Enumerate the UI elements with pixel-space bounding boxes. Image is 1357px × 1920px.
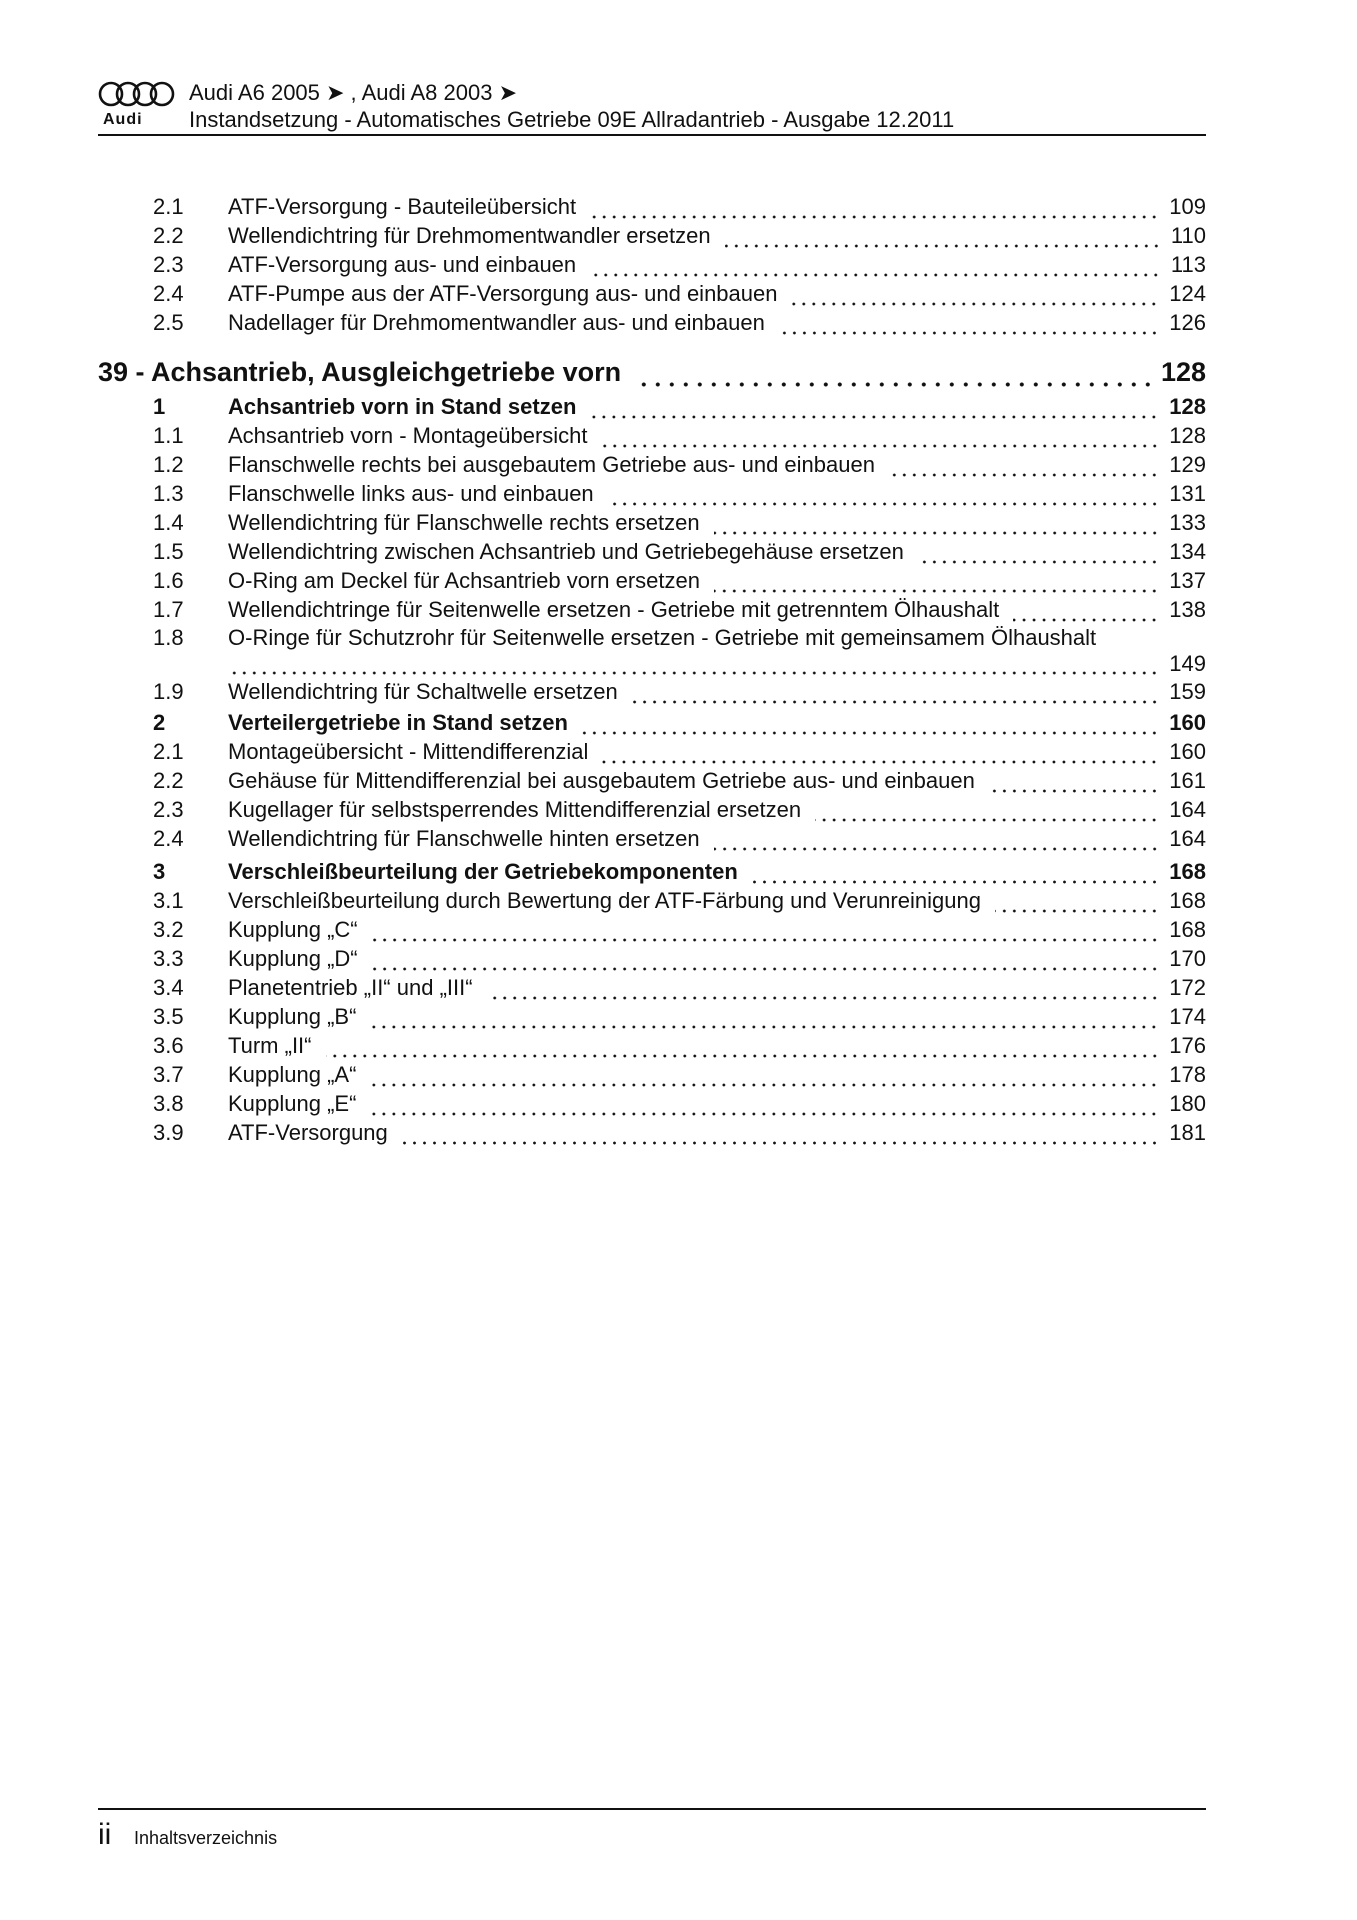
toc-entry-page: 109	[1169, 194, 1206, 219]
toc-section-heading[interactable]	[98, 393, 1206, 421]
dot-leader	[752, 864, 1160, 886]
section-page: 160	[1169, 710, 1206, 735]
dot-leader	[779, 315, 1159, 337]
dot-leader	[582, 715, 1159, 737]
chapter-page: 128	[1160, 357, 1206, 387]
dot-leader	[608, 486, 1160, 508]
toc-entry-title: O-Ring am Deckel für Achsantrieb vorn ersetzen	[228, 568, 700, 593]
toc-entry-number: 2.1	[153, 194, 184, 219]
toc-entry[interactable]	[98, 280, 1206, 308]
toc-entry-page: 168	[1169, 917, 1206, 942]
toc-entry[interactable]	[98, 974, 1206, 1002]
toc-entry-page: 168	[1169, 888, 1206, 913]
toc-entry-number: 3.8	[153, 1091, 184, 1116]
toc-entry-title: Kupplung „C“	[228, 917, 358, 942]
dot-leader	[995, 893, 1159, 915]
toc-entry-number: 1.6	[153, 568, 184, 593]
dot-leader	[602, 744, 1159, 766]
dot-leader	[487, 980, 1160, 1002]
toc-section-heading[interactable]	[98, 858, 1206, 886]
audi-wordmark: Audi	[103, 111, 143, 128]
dot-leader	[1013, 602, 1159, 624]
toc-entry[interactable]	[98, 193, 1206, 221]
toc-entry-title: Flanschwelle rechts bei ausgebautem Getriebe aus- und einbauen	[228, 452, 875, 477]
dot-leader	[590, 399, 1159, 421]
toc-entry-page: 113	[1170, 252, 1206, 277]
toc-entry[interactable]	[98, 596, 1206, 624]
section-number: 1	[153, 394, 166, 419]
dot-leader	[602, 428, 1160, 450]
toc-entry[interactable]	[98, 825, 1206, 853]
toc-entry-number: 1.5	[153, 539, 184, 564]
dot-leader	[989, 773, 1159, 795]
toc-entry-number: 3.6	[153, 1033, 184, 1058]
toc-entry[interactable]	[98, 1032, 1206, 1060]
header-divider	[98, 134, 1206, 136]
footer-divider	[98, 1808, 1206, 1810]
toc-entry-page: 164	[1169, 826, 1206, 851]
toc-entry[interactable]	[98, 567, 1206, 595]
toc-entry[interactable]	[98, 480, 1206, 508]
toc-entry-title: Wellendichtringe für Seitenwelle ersetzen - Getriebe mit getrenntem Ölhaushalt	[228, 597, 1000, 622]
toc-entry-title: Planetentrieb „II“ und „III“	[228, 975, 473, 1000]
dot-leader	[637, 363, 1155, 389]
toc-entry-title: Flanschwelle links aus- und einbauen	[228, 481, 594, 506]
toc-section-heading[interactable]	[98, 709, 1206, 737]
toc-entry-page: 126	[1169, 310, 1206, 335]
toc-entry-page: 174	[1169, 1004, 1206, 1029]
toc-entry-title: Verschleißbeurteilung durch Bewertung der ATF-Färbung und Verunreinigung	[228, 888, 981, 913]
toc-entry-number: 1.4	[153, 510, 184, 535]
toc-entry-title: Kupplung „A“	[228, 1062, 357, 1087]
toc-entry-page: 128	[1169, 423, 1206, 448]
toc-entry[interactable]	[98, 538, 1206, 566]
toc-entry-title: Wellendichtring für Schaltwelle ersetzen	[228, 679, 618, 704]
chapter-title: 39 - Achsantrieb, Ausgleichgetriebe vorn	[98, 357, 622, 387]
toc-entry-page: 137	[1169, 568, 1206, 593]
dot-leader	[918, 544, 1159, 566]
footer-label: Inhaltsverzeichnis	[134, 1828, 278, 1848]
toc-entry-title: ATF-Versorgung	[228, 1120, 388, 1145]
toc-entry-page: 131	[1169, 481, 1206, 506]
toc-entry[interactable]	[98, 222, 1206, 250]
toc-entry-number: 1.9	[153, 679, 184, 704]
toc-entry-page: 176	[1169, 1033, 1206, 1058]
toc-entry[interactable]	[98, 678, 1206, 706]
toc-entry-title: Montageübersicht - Mittendifferenzial	[228, 739, 589, 764]
dot-leader	[632, 684, 1160, 706]
toc-entry-page: 159	[1169, 679, 1206, 704]
toc-entry-title: Nadellager für Drehmomentwandler aus- und einbauen	[228, 310, 765, 335]
header-title-line: Instandsetzung - Automatisches Getriebe 09E Allradantrieb - Ausgabe 12.2011	[189, 107, 955, 132]
toc-entry-page: 164	[1169, 797, 1206, 822]
dot-leader	[372, 951, 1160, 973]
toc-entry[interactable]	[98, 422, 1206, 450]
toc-entry-title: Wellendichtring für Drehmomentwandler ersetzen	[228, 223, 711, 248]
toc-entry[interactable]	[98, 1061, 1206, 1089]
toc-entry-title: Wellendichtring für Flanschwelle rechts ersetzen	[228, 510, 700, 535]
dot-leader	[714, 573, 1159, 595]
toc-entry-number: 1.7	[153, 597, 184, 622]
toc-entry-number: 3.1	[153, 888, 184, 913]
audi-rings-icon	[98, 80, 178, 110]
toc-entry-number: 3.9	[153, 1120, 184, 1145]
toc-entry-title: O-Ringe für Schutzrohr für Seitenwelle ersetzen - Getriebe mit gemeinsamem Ölhaushalt	[228, 625, 1097, 650]
toc-entry-number: 1.2	[153, 452, 184, 477]
page-footer	[98, 1808, 1206, 1851]
toc-entry-page: 138	[1169, 597, 1206, 622]
toc-entry-title: ATF-Versorgung aus- und einbauen	[228, 252, 577, 277]
toc-entry-number: 3.7	[153, 1062, 184, 1087]
toc-entry[interactable]	[98, 945, 1206, 973]
section-title: Verschleißbeurteilung der Getriebekomponenten	[228, 859, 738, 884]
toc-entry-number: 3.5	[153, 1004, 184, 1029]
toc-entry-page: 172	[1169, 975, 1206, 1000]
dot-leader	[402, 1125, 1160, 1147]
header-model-line: Audi A6 2005 ➤ , Audi A8 2003 ➤	[189, 80, 518, 105]
toc-entry-title: Achsantrieb vorn - Montageübersicht	[228, 423, 588, 448]
dot-leader	[370, 1009, 1159, 1031]
toc-entry[interactable]	[98, 887, 1206, 915]
toc-entry-title: Gehäuse für Mittendifferenzial bei ausgebautem Getriebe aus- und einbauen	[228, 768, 975, 793]
toc-entry-number: 2.3	[153, 797, 184, 822]
toc-entry-number: 2.2	[153, 768, 184, 793]
toc-entry[interactable]	[98, 1090, 1206, 1118]
dot-leader	[326, 1038, 1160, 1060]
toc-entry-number: 1.3	[153, 481, 184, 506]
toc-entry[interactable]	[98, 451, 1206, 479]
toc-entry-title: Wellendichtring für Flanschwelle hinten ersetzen	[228, 826, 700, 851]
toc-entry-number: 2.1	[153, 739, 184, 764]
section-title: Achsantrieb vorn in Stand setzen	[228, 394, 577, 419]
toc-entry-page: 160	[1169, 739, 1206, 764]
dot-leader	[590, 257, 1161, 279]
toc-entry[interactable]	[98, 916, 1206, 944]
toc-entry[interactable]	[98, 1119, 1206, 1147]
toc-entry-page: 129	[1169, 452, 1206, 477]
section-number: 2	[153, 710, 166, 735]
dot-leader	[370, 1096, 1159, 1118]
toc-entry-title: Kupplung „D“	[228, 946, 358, 971]
toc-entry-wrapped[interactable]	[98, 625, 1206, 677]
toc-entry-page: 133	[1169, 510, 1206, 535]
toc-entry-title: Wellendichtring zwischen Achsantrieb und Getriebegehäuse ersetzen	[228, 539, 904, 564]
toc-entry[interactable]	[98, 767, 1206, 795]
toc-entry-number: 2.4	[153, 281, 184, 306]
toc-entry-number: 2.5	[153, 310, 184, 335]
section-number: 3	[153, 859, 166, 884]
toc-entry-page: 178	[1169, 1062, 1206, 1087]
dot-leader	[889, 457, 1159, 479]
toc-entry-page: 170	[1169, 946, 1206, 971]
toc-entry-title: ATF-Versorgung - Bauteileübersicht	[228, 194, 577, 219]
toc-entry-page: 161	[1169, 768, 1206, 793]
dot-leader	[370, 1067, 1159, 1089]
toc-entry-page: 110	[1170, 223, 1206, 248]
dot-leader	[372, 922, 1160, 944]
dot-leader	[714, 831, 1160, 853]
toc-entry-number: 3.3	[153, 946, 184, 971]
toc-entry-title: ATF-Pumpe aus der ATF-Versorgung aus- und einbauen	[228, 281, 778, 306]
dot-leader	[590, 199, 1159, 221]
toc-entry-page: 124	[1169, 281, 1206, 306]
toc-entry[interactable]	[98, 738, 1206, 766]
dot-leader	[815, 802, 1159, 824]
dot-leader	[725, 228, 1161, 250]
toc-entry-number: 1.1	[153, 423, 184, 448]
toc-chapter-heading[interactable]	[98, 355, 1206, 389]
toc-entry-number: 2.3	[153, 252, 184, 277]
toc-entry[interactable]	[98, 1003, 1206, 1031]
toc-entry-page: 149	[1169, 651, 1206, 676]
toc-entry-title: Kupplung „E“	[228, 1091, 357, 1116]
audi-logo	[98, 80, 178, 132]
toc-entry-page: 181	[1169, 1120, 1206, 1145]
section-title: Verteilergetriebe in Stand setzen	[228, 710, 568, 735]
toc-entry-title: Kugellager für selbstsperrendes Mittendifferenzial ersetzen	[228, 797, 802, 822]
toc-entry-title: Turm „II“	[228, 1033, 312, 1058]
footer-page-number: ii	[98, 1818, 112, 1851]
toc-entry-number: 3.2	[153, 917, 184, 942]
toc-entry[interactable]	[98, 251, 1206, 279]
dot-leader	[228, 655, 1159, 677]
toc-entry[interactable]	[98, 509, 1206, 537]
toc-entry-page: 134	[1169, 539, 1206, 564]
page-header	[98, 80, 1206, 136]
dot-leader	[791, 286, 1159, 308]
toc-entry-number: 3.4	[153, 975, 184, 1000]
section-page: 128	[1169, 394, 1206, 419]
dot-leader	[714, 515, 1160, 537]
section-page: 168	[1169, 859, 1206, 884]
toc-entry-number: 2.4	[153, 826, 184, 851]
toc-entry-page: 180	[1169, 1091, 1206, 1116]
toc-entry[interactable]	[98, 796, 1206, 824]
toc-entry-number: 1.8	[153, 625, 184, 650]
toc-entry-number: 2.2	[153, 223, 184, 248]
toc-entry[interactable]	[98, 309, 1206, 337]
toc-entry-title: Kupplung „B“	[228, 1004, 357, 1029]
